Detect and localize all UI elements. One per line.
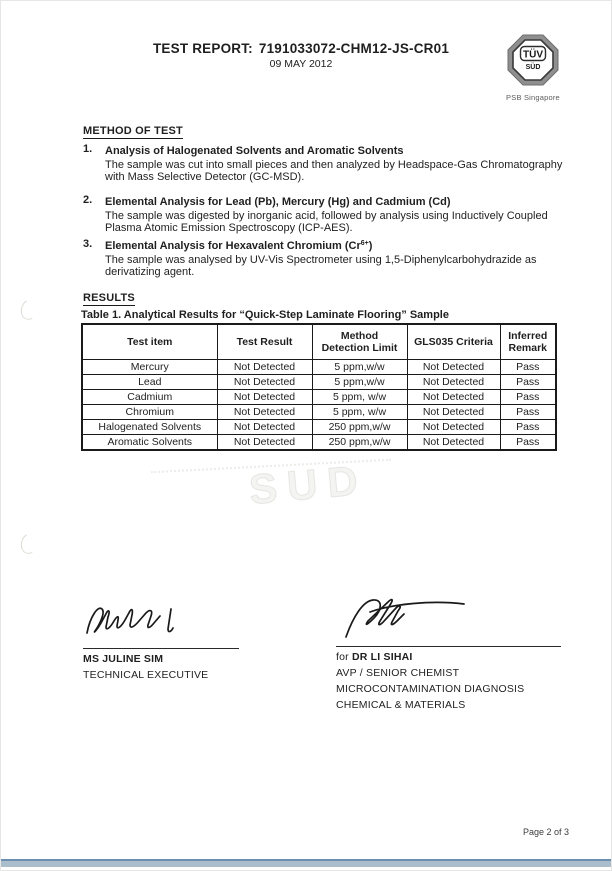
svg-text:SÜD: SÜD <box>525 64 541 71</box>
method-item-2-body: The sample was digested by inorganic acid, followed by analysis using Inductively Coupled Plasma Atomic Emission Spectroscopy (ICP-AES). <box>105 209 548 235</box>
cell: Chromium <box>82 405 217 420</box>
method-heading: METHOD OF TEST <box>83 125 183 137</box>
cell: Halogenated Solvents <box>82 420 217 435</box>
signature-left-icon <box>83 599 203 641</box>
method-item-3 <box>105 238 571 279</box>
method-item-2 <box>105 194 571 235</box>
table-row <box>82 435 556 451</box>
method-item-3-body: The sample was analysed by UV-Vis Spectrometer using 1,5-Diphenylcarbohydrazide as derivatizing agent. <box>105 253 537 279</box>
cell: 250 ppm,w/w <box>312 435 407 451</box>
tuv-sud-psb-logo <box>500 34 566 102</box>
cell: 5 ppm, w/w <box>312 405 407 420</box>
method-item-1-body: The sample was cut into small pieces and then analyzed by Headspace-Gas Chromatography with Mass Selective Detector (GC-MSD). <box>105 158 563 184</box>
cell: Not Detected <box>217 405 312 420</box>
signatory-left-title: TECHNICAL EXECUTIVE <box>83 669 209 681</box>
cell: 5 ppm,w/w <box>312 360 407 375</box>
cell: Pass <box>500 420 556 435</box>
signatory-right-name: for DR LI SIHAI <box>336 651 413 663</box>
table-row <box>82 360 556 375</box>
cell: Not Detected <box>407 375 500 390</box>
signature-right-icon <box>336 595 486 639</box>
col-header-method-detection-limit: Method Detection Limit <box>312 324 407 360</box>
table-header-row <box>82 324 556 360</box>
cell: Not Detected <box>217 360 312 375</box>
method-item-3-title: Elemental Analysis for Hexavalent Chromium $(Cr^{6+})$ <box>105 240 373 252</box>
method-item-2-number: 2. <box>83 194 93 206</box>
table-row <box>82 375 556 390</box>
scan-artifact-arc <box>18 297 41 322</box>
table-row <box>82 420 556 435</box>
method-item-1 <box>105 143 571 184</box>
cell: Lead <box>82 375 217 390</box>
cell: Not Detected <box>407 435 500 451</box>
cell: Not Detected <box>217 390 312 405</box>
signatory-left-name: MS JULINE SIM <box>83 653 164 665</box>
col-header-gls035-criteria: GLS035 Criteria <box>407 324 500 360</box>
cell: Pass <box>500 405 556 420</box>
signature-block-right <box>336 595 564 711</box>
table-title: Table 1. Analytical Results for “Quick-Step Laminate Flooring” Sample <box>81 309 449 321</box>
report-date: 09 MAY 2012 <box>269 58 333 70</box>
col-header-test-result: Test Result <box>217 324 312 360</box>
signatory-right-dept: MICROCONTAMINATION DIAGNOSIS <box>336 683 525 695</box>
cell: Cadmium <box>82 390 217 405</box>
results-heading: RESULTS <box>83 292 135 304</box>
cell: 250 ppm,w/w <box>312 420 407 435</box>
table-row <box>82 405 556 420</box>
tuv-sud-octagon-icon <box>507 34 559 86</box>
col-header-inferred-remark: Inferred Remark <box>500 324 556 360</box>
cell: 5 ppm, w/w <box>312 390 407 405</box>
page-number: Page 2 of 3 <box>522 827 570 837</box>
cell: Pass <box>500 375 556 390</box>
signature-block-left <box>83 599 243 681</box>
signature-line <box>336 646 561 647</box>
method-item-1-number: 1. <box>83 143 93 155</box>
cell: Aromatic Solvents <box>82 435 217 451</box>
cell: Not Detected <box>407 390 500 405</box>
cell: Not Detected <box>217 420 312 435</box>
table-row <box>82 390 556 405</box>
cell: Not Detected <box>407 405 500 420</box>
method-item-1-title: Analysis of Halogenated Solvents and Aromatic Solvents <box>105 145 404 157</box>
method-item-2-title: Elemental Analysis for Lead (Pb), Mercury (Hg) and Cadmium (Cd) <box>105 196 451 208</box>
footer-bar <box>1 859 612 867</box>
signatory-right-division: CHEMICAL & MATERIALS <box>336 699 466 711</box>
cell: 5 ppm,w/w <box>312 375 407 390</box>
svg-text:TÜV: TÜV <box>523 49 543 61</box>
col-header-test-item: Test item <box>82 324 217 360</box>
cell: Pass <box>500 390 556 405</box>
cell: Pass <box>500 360 556 375</box>
results-table <box>81 323 557 451</box>
cell: Not Detected <box>217 375 312 390</box>
report-number: 7191033072-CHM12-JS-CR01 <box>258 41 450 56</box>
signatory-right-title: AVP / SENIOR CHEMIST <box>336 667 460 679</box>
logo-caption: PSB Singapore <box>506 93 560 102</box>
cell: Not Detected <box>407 360 500 375</box>
tuv-sud-watermark: SUD <box>247 455 370 514</box>
cell: Pass <box>500 435 556 451</box>
cell: Mercury <box>82 360 217 375</box>
signature-line <box>83 648 239 649</box>
cell: Not Detected <box>217 435 312 451</box>
method-item-3-number: 3. <box>83 238 93 250</box>
cell: Not Detected <box>407 420 500 435</box>
report-title-label: TEST REPORT: <box>152 41 253 56</box>
scan-artifact-arc <box>18 531 41 556</box>
